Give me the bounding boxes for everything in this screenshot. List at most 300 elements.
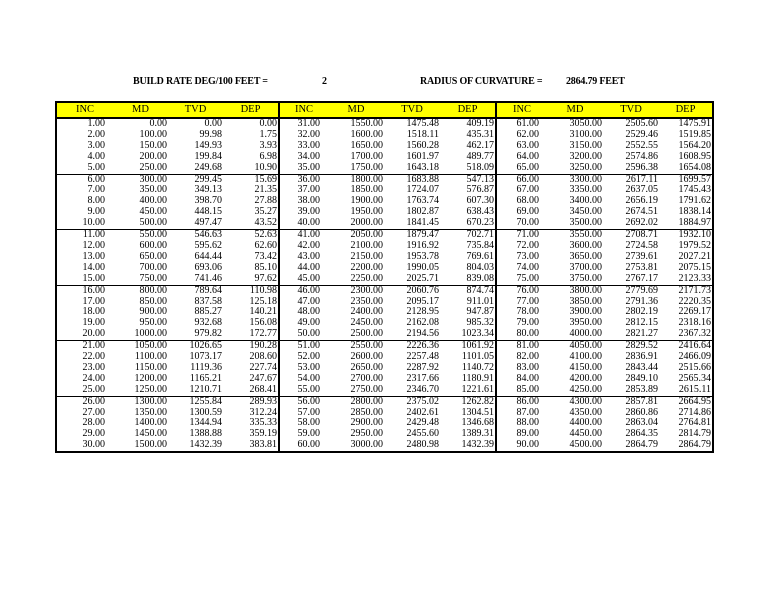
cell-dep: 2664.95 <box>659 396 713 407</box>
cell-md: 4500.00 <box>569 440 602 451</box>
cell-inc: 33.00 <box>297 140 320 151</box>
cell-tvd: 1073.17 <box>189 352 222 363</box>
table-row <box>56 252 713 263</box>
cell-tvd: 2128.95 <box>406 307 439 318</box>
cell-md: 1100.00 <box>134 352 167 363</box>
cell-dep: 208.60 <box>223 352 279 363</box>
cell-md: 3700.00 <box>569 262 602 273</box>
cell-tvd: 1724.07 <box>406 185 439 196</box>
cell-md: 400.00 <box>139 196 167 207</box>
cell-dep: 97.62 <box>223 274 279 285</box>
cell-md: 3100.00 <box>569 129 602 140</box>
cell-tvd: 497.47 <box>168 218 223 229</box>
cell-tvd: 99.98 <box>199 129 222 140</box>
cell-dep: 3.93 <box>223 141 279 152</box>
cell-md: 300.00 <box>139 174 167 185</box>
cell-inc: 2.00 <box>87 129 105 140</box>
cell-md: 3500.00 <box>547 218 603 229</box>
cell-dep: 638.43 <box>440 207 496 218</box>
cell-dep: 190.28 <box>223 341 279 352</box>
cell-inc: 80.00 <box>496 329 547 340</box>
cell-inc: 82.00 <box>516 352 539 363</box>
cell-tvd: 2836.91 <box>625 352 658 363</box>
cell-inc: 3.00 <box>87 140 105 151</box>
cell-inc: 48.00 <box>297 307 320 318</box>
cell-inc: 16.00 <box>82 285 105 296</box>
cell-inc: 24.00 <box>82 373 105 384</box>
cell-inc: 35.00 <box>279 163 328 174</box>
table-row <box>56 285 713 296</box>
cell-tvd: 2375.02 <box>406 396 439 407</box>
cell-dep: 62.60 <box>223 241 279 252</box>
cell-inc: 79.00 <box>516 318 539 329</box>
cell-dep: 607.30 <box>440 196 496 207</box>
cell-dep: 2027.21 <box>659 252 713 263</box>
cell-md: 3000.00 <box>350 440 383 451</box>
cell-md: 0.00 <box>149 118 167 129</box>
cell-inc: 45.00 <box>279 274 328 285</box>
cell-inc: 59.00 <box>297 429 320 440</box>
cell-dep: 2615.11 <box>659 385 713 396</box>
cell-md: 3200.00 <box>569 151 602 162</box>
cell-inc: 85.00 <box>496 385 547 396</box>
cell-dep: 247.67 <box>223 374 279 385</box>
cell-dep: 1475.91 <box>659 118 713 130</box>
cell-inc: 30.00 <box>82 440 105 451</box>
cell-dep: 110.98 <box>223 285 279 296</box>
column-header-md: MD <box>113 102 168 118</box>
cell-dep: 2075.15 <box>659 263 713 274</box>
cell-inc: 64.00 <box>516 151 539 162</box>
cell-dep: 27.88 <box>223 196 279 207</box>
cell-inc: 40.00 <box>279 218 328 229</box>
cell-inc: 1.00 <box>87 118 105 129</box>
cell-inc: 32.00 <box>297 129 320 140</box>
cell-inc: 88.00 <box>516 418 539 429</box>
cell-md: 2850.00 <box>350 407 383 418</box>
cell-md: 4450.00 <box>569 429 602 440</box>
cell-md: 3250.00 <box>547 163 603 174</box>
cell-dep: 1304.51 <box>440 408 496 419</box>
cell-dep: 359.19 <box>223 429 279 440</box>
cell-tvd: 2402.61 <box>406 407 439 418</box>
cell-dep: 911.01 <box>440 297 496 308</box>
table-row <box>56 130 713 141</box>
cell-tvd: 2821.27 <box>603 329 659 340</box>
cell-md: 2500.00 <box>328 329 384 340</box>
cell-md: 4000.00 <box>547 329 603 340</box>
cell-dep: 985.32 <box>440 318 496 329</box>
cell-inc: 15.00 <box>56 274 113 285</box>
cell-md: 3800.00 <box>569 285 602 296</box>
cell-md: 2750.00 <box>328 385 384 396</box>
cell-tvd: 595.62 <box>194 240 222 251</box>
cell-tvd: 2194.56 <box>384 329 440 340</box>
table-row <box>56 207 713 218</box>
cell-inc: 31.00 <box>297 118 320 129</box>
column-header-inc: INC <box>56 102 113 118</box>
cell-inc: 71.00 <box>516 229 539 241</box>
cell-md: 850.00 <box>139 296 167 307</box>
cell-inc: 66.00 <box>516 174 539 185</box>
cell-md: 3350.00 <box>569 185 602 196</box>
cell-tvd: 1344.94 <box>189 418 222 429</box>
cell-inc: 51.00 <box>297 340 320 352</box>
cell-tvd: 1388.88 <box>189 429 222 440</box>
cell-md: 1550.00 <box>350 118 383 129</box>
radius-value: 2864.79 FEET <box>566 76 625 87</box>
cell-inc: 68.00 <box>516 196 539 207</box>
table-row <box>56 440 713 452</box>
cell-tvd: 1255.84 <box>189 396 222 407</box>
cell-md: 3450.00 <box>569 207 602 218</box>
cell-md: 2550.00 <box>350 340 383 352</box>
cell-tvd: 2739.61 <box>625 251 658 262</box>
cell-md: 350.00 <box>139 185 167 196</box>
cell-tvd: 1683.88 <box>406 174 439 185</box>
cell-inc: 6.00 <box>87 174 105 185</box>
cell-md: 2700.00 <box>350 373 383 384</box>
cell-inc: 27.00 <box>82 407 105 418</box>
cell-md: 1450.00 <box>134 429 167 440</box>
cell-dep: 518.09 <box>440 163 496 174</box>
cell-inc: 54.00 <box>297 373 320 384</box>
cell-tvd: 1841.45 <box>384 218 440 229</box>
cell-inc: 23.00 <box>82 362 105 373</box>
cell-dep: 489.77 <box>440 152 496 163</box>
cell-dep: 1838.14 <box>659 207 713 218</box>
cell-inc: 73.00 <box>516 251 539 262</box>
cell-tvd: 2767.17 <box>603 274 659 285</box>
cell-dep: 1979.52 <box>659 241 713 252</box>
cell-inc: 17.00 <box>82 296 105 307</box>
cell-md: 2800.00 <box>350 396 383 407</box>
cell-dep: 2864.79 <box>659 440 713 452</box>
cell-dep: 2318.16 <box>659 318 713 329</box>
cell-inc: 84.00 <box>516 373 539 384</box>
cell-inc: 4.00 <box>87 151 105 162</box>
cell-dep: 2764.81 <box>659 418 713 429</box>
cell-tvd: 932.68 <box>194 318 222 329</box>
cell-tvd: 2346.70 <box>384 385 440 396</box>
table-row <box>56 385 713 396</box>
cell-dep: 1061.92 <box>440 341 496 352</box>
table-row <box>56 218 713 229</box>
column-header-tvd: TVD <box>384 102 440 118</box>
table-row <box>56 196 713 207</box>
cell-dep: 2220.35 <box>659 297 713 308</box>
cell-inc: 62.00 <box>516 129 539 140</box>
cell-inc: 37.00 <box>297 185 320 196</box>
cell-tvd: 249.68 <box>168 163 223 174</box>
cell-tvd: 2692.02 <box>603 218 659 229</box>
table-row <box>56 274 713 285</box>
cell-dep: 156.08 <box>223 318 279 329</box>
cell-tvd: 1763.74 <box>406 196 439 207</box>
cell-dep: 1221.61 <box>440 385 496 396</box>
cell-md: 3650.00 <box>569 251 602 262</box>
cell-dep: 1519.85 <box>659 130 713 141</box>
cell-md: 1000.00 <box>113 329 168 340</box>
cell-dep: 1432.39 <box>440 440 496 452</box>
cell-inc: 10.00 <box>56 218 113 229</box>
cell-dep: 2565.34 <box>659 374 713 385</box>
cell-tvd: 2708.71 <box>625 229 658 241</box>
cell-tvd: 1560.28 <box>406 140 439 151</box>
cell-dep: 10.90 <box>223 163 279 174</box>
table-row <box>56 174 713 185</box>
cell-dep: 2123.33 <box>659 274 713 285</box>
cell-inc: 65.00 <box>496 163 547 174</box>
cell-inc: 21.00 <box>82 340 105 352</box>
cell-tvd: 979.82 <box>168 329 223 340</box>
cell-dep: 140.21 <box>223 307 279 318</box>
cell-md: 2100.00 <box>350 240 383 251</box>
cell-inc: 72.00 <box>516 240 539 251</box>
cell-dep: 1180.91 <box>440 374 496 385</box>
cell-tvd: 1879.47 <box>406 229 439 241</box>
cell-tvd: 2025.71 <box>384 274 440 285</box>
cell-dep: 268.41 <box>223 385 279 396</box>
cell-md: 2950.00 <box>350 429 383 440</box>
cell-md: 4100.00 <box>569 352 602 363</box>
cell-tvd: 2863.04 <box>625 418 658 429</box>
cell-tvd: 2843.44 <box>625 362 658 373</box>
cell-dep: 735.84 <box>440 241 496 252</box>
cell-md: 4400.00 <box>569 418 602 429</box>
cell-tvd: 2753.81 <box>625 262 658 273</box>
cell-dep: 2367.32 <box>659 329 713 340</box>
cell-dep: 409.19 <box>440 118 496 130</box>
cell-inc: 8.00 <box>87 196 105 207</box>
cell-dep: 2269.17 <box>659 307 713 318</box>
cell-dep: 85.10 <box>223 263 279 274</box>
cell-dep: 435.31 <box>440 130 496 141</box>
cell-tvd: 1210.71 <box>168 385 223 396</box>
cell-tvd: 2829.52 <box>625 340 658 352</box>
cell-dep: 947.87 <box>440 307 496 318</box>
cell-md: 1900.00 <box>350 196 383 207</box>
table-row <box>56 263 713 274</box>
cell-dep: 1023.34 <box>440 329 496 340</box>
cell-md: 600.00 <box>139 240 167 251</box>
cell-dep: 335.33 <box>223 418 279 429</box>
cell-dep: 35.27 <box>223 207 279 218</box>
cell-tvd: 2060.76 <box>406 285 439 296</box>
cell-md: 650.00 <box>139 251 167 262</box>
table-row <box>56 352 713 363</box>
cell-inc: 53.00 <box>297 362 320 373</box>
cell-inc: 39.00 <box>297 207 320 218</box>
cell-tvd: 789.64 <box>194 285 222 296</box>
cell-dep: 1608.95 <box>659 152 713 163</box>
cell-tvd: 2637.05 <box>625 185 658 196</box>
table-row <box>56 418 713 429</box>
cell-tvd: 2791.36 <box>625 296 658 307</box>
cell-tvd: 2455.60 <box>406 429 439 440</box>
cell-md: 100.00 <box>139 129 167 140</box>
cell-md: 150.00 <box>139 140 167 151</box>
cell-tvd: 644.44 <box>194 251 222 262</box>
cell-dep: 15.69 <box>223 174 279 185</box>
cell-dep: 312.24 <box>223 408 279 419</box>
cell-inc: 11.00 <box>82 229 105 241</box>
cell-dep: 52.63 <box>223 230 279 241</box>
cell-tvd: 2529.46 <box>625 129 658 140</box>
cell-md: 950.00 <box>139 318 167 329</box>
cell-md: 2350.00 <box>350 296 383 307</box>
cell-dep: 172.77 <box>223 329 279 340</box>
table-row <box>56 374 713 385</box>
cell-inc: 49.00 <box>297 318 320 329</box>
cell-md: 200.00 <box>139 151 167 162</box>
cell-md: 2400.00 <box>350 307 383 318</box>
cell-dep: 2714.86 <box>659 408 713 419</box>
cell-md: 4050.00 <box>569 340 602 352</box>
cell-tvd: 1475.48 <box>406 118 439 129</box>
cell-tvd: 2849.10 <box>625 373 658 384</box>
cell-dep: 547.13 <box>440 174 496 185</box>
table-row <box>56 396 713 407</box>
cell-dep: 43.52 <box>223 218 279 229</box>
cell-tvd: 2317.66 <box>406 373 439 384</box>
cell-inc: 26.00 <box>82 396 105 407</box>
cell-tvd: 2853.89 <box>603 385 659 396</box>
cell-tvd: 2802.19 <box>625 307 658 318</box>
build-rate-label: BUILD RATE DEG/100 FEET = <box>133 76 268 87</box>
cell-md: 1050.00 <box>134 340 167 352</box>
cell-md: 2250.00 <box>328 274 384 285</box>
cell-dep: 1346.68 <box>440 418 496 429</box>
cell-inc: 9.00 <box>87 207 105 218</box>
cell-tvd: 2617.11 <box>625 174 658 185</box>
cell-inc: 25.00 <box>56 385 113 396</box>
cell-md: 1850.00 <box>350 185 383 196</box>
cell-md: 1150.00 <box>134 362 167 373</box>
column-header-inc: INC <box>496 102 547 118</box>
cell-dep: 1389.31 <box>440 429 496 440</box>
cell-tvd: 2860.86 <box>625 407 658 418</box>
cell-dep: 1.75 <box>223 130 279 141</box>
cell-tvd: 2724.58 <box>625 240 658 251</box>
cell-md: 1800.00 <box>350 174 383 185</box>
table-row <box>56 163 713 174</box>
cell-md: 1250.00 <box>113 385 168 396</box>
cell-inc: 77.00 <box>516 296 539 307</box>
cell-tvd: 1165.21 <box>189 373 222 384</box>
cell-dep: 125.18 <box>223 297 279 308</box>
cell-dep: 1791.62 <box>659 196 713 207</box>
cell-md: 3900.00 <box>569 307 602 318</box>
cell-tvd: 1953.78 <box>406 251 439 262</box>
cell-inc: 58.00 <box>297 418 320 429</box>
cell-inc: 63.00 <box>516 140 539 151</box>
cell-md: 4150.00 <box>569 362 602 373</box>
cell-tvd: 1432.39 <box>189 440 222 451</box>
cell-tvd: 349.13 <box>194 185 222 196</box>
cell-inc: 5.00 <box>56 163 113 174</box>
cell-inc: 38.00 <box>297 196 320 207</box>
cell-tvd: 2505.60 <box>625 118 658 129</box>
cell-md: 3550.00 <box>569 229 602 241</box>
table-row <box>56 297 713 308</box>
cell-tvd: 2429.48 <box>406 418 439 429</box>
cell-tvd: 2596.38 <box>603 163 659 174</box>
cell-tvd: 2574.86 <box>625 151 658 162</box>
cell-md: 3150.00 <box>569 140 602 151</box>
cell-dep: 227.74 <box>223 363 279 374</box>
table-row <box>56 118 713 130</box>
cell-tvd: 1643.18 <box>384 163 440 174</box>
cell-tvd: 199.84 <box>194 151 222 162</box>
column-header-dep: DEP <box>659 102 713 118</box>
column-header-tvd: TVD <box>168 102 223 118</box>
cell-inc: 83.00 <box>516 362 539 373</box>
cell-tvd: 1601.97 <box>406 151 439 162</box>
cell-inc: 55.00 <box>279 385 328 396</box>
cell-tvd: 1916.92 <box>406 240 439 251</box>
cell-md: 1650.00 <box>350 140 383 151</box>
cell-tvd: 2864.79 <box>625 440 658 451</box>
cell-tvd: 546.63 <box>194 229 222 241</box>
cell-tvd: 2779.69 <box>625 285 658 296</box>
cell-tvd: 2226.36 <box>406 340 439 352</box>
column-header-inc: INC <box>279 102 328 118</box>
table-row <box>56 341 713 352</box>
cell-inc: 12.00 <box>82 240 105 251</box>
cell-dep: 2416.64 <box>659 341 713 352</box>
cell-tvd: 2864.35 <box>625 429 658 440</box>
cell-tvd: 1119.36 <box>190 362 222 373</box>
cell-dep: 2466.09 <box>659 352 713 363</box>
cell-tvd: 693.06 <box>194 262 222 273</box>
cell-dep: 702.71 <box>440 230 496 241</box>
cell-inc: 56.00 <box>297 396 320 407</box>
cell-tvd: 2257.48 <box>406 352 439 363</box>
cell-dep: 1564.20 <box>659 141 713 152</box>
cell-md: 2200.00 <box>350 262 383 273</box>
cell-dep: 383.81 <box>223 440 279 452</box>
table-row <box>56 307 713 318</box>
cell-md: 1500.00 <box>134 440 167 451</box>
column-header-md: MD <box>328 102 384 118</box>
cell-md: 2650.00 <box>350 362 383 373</box>
cell-tvd: 2287.92 <box>406 362 439 373</box>
cell-tvd: 2674.51 <box>625 207 658 218</box>
cell-inc: 22.00 <box>82 352 105 363</box>
cell-inc: 61.00 <box>516 118 539 129</box>
table-row <box>56 318 713 329</box>
cell-md: 1400.00 <box>134 418 167 429</box>
cell-tvd: 448.15 <box>194 207 222 218</box>
cell-md: 1300.00 <box>134 396 167 407</box>
cell-dep: 6.98 <box>223 152 279 163</box>
cell-md: 1700.00 <box>350 151 383 162</box>
table-row <box>56 230 713 241</box>
cell-inc: 7.00 <box>87 185 105 196</box>
cell-dep: 462.17 <box>440 141 496 152</box>
cell-md: 700.00 <box>139 262 167 273</box>
cell-inc: 52.00 <box>297 352 320 363</box>
cell-inc: 29.00 <box>82 429 105 440</box>
cell-md: 250.00 <box>113 163 168 174</box>
cell-inc: 43.00 <box>297 251 320 262</box>
cell-inc: 67.00 <box>516 185 539 196</box>
table-row <box>56 185 713 196</box>
cell-md: 550.00 <box>139 229 167 241</box>
cell-tvd: 398.70 <box>194 196 222 207</box>
cell-tvd: 2552.55 <box>625 140 658 151</box>
